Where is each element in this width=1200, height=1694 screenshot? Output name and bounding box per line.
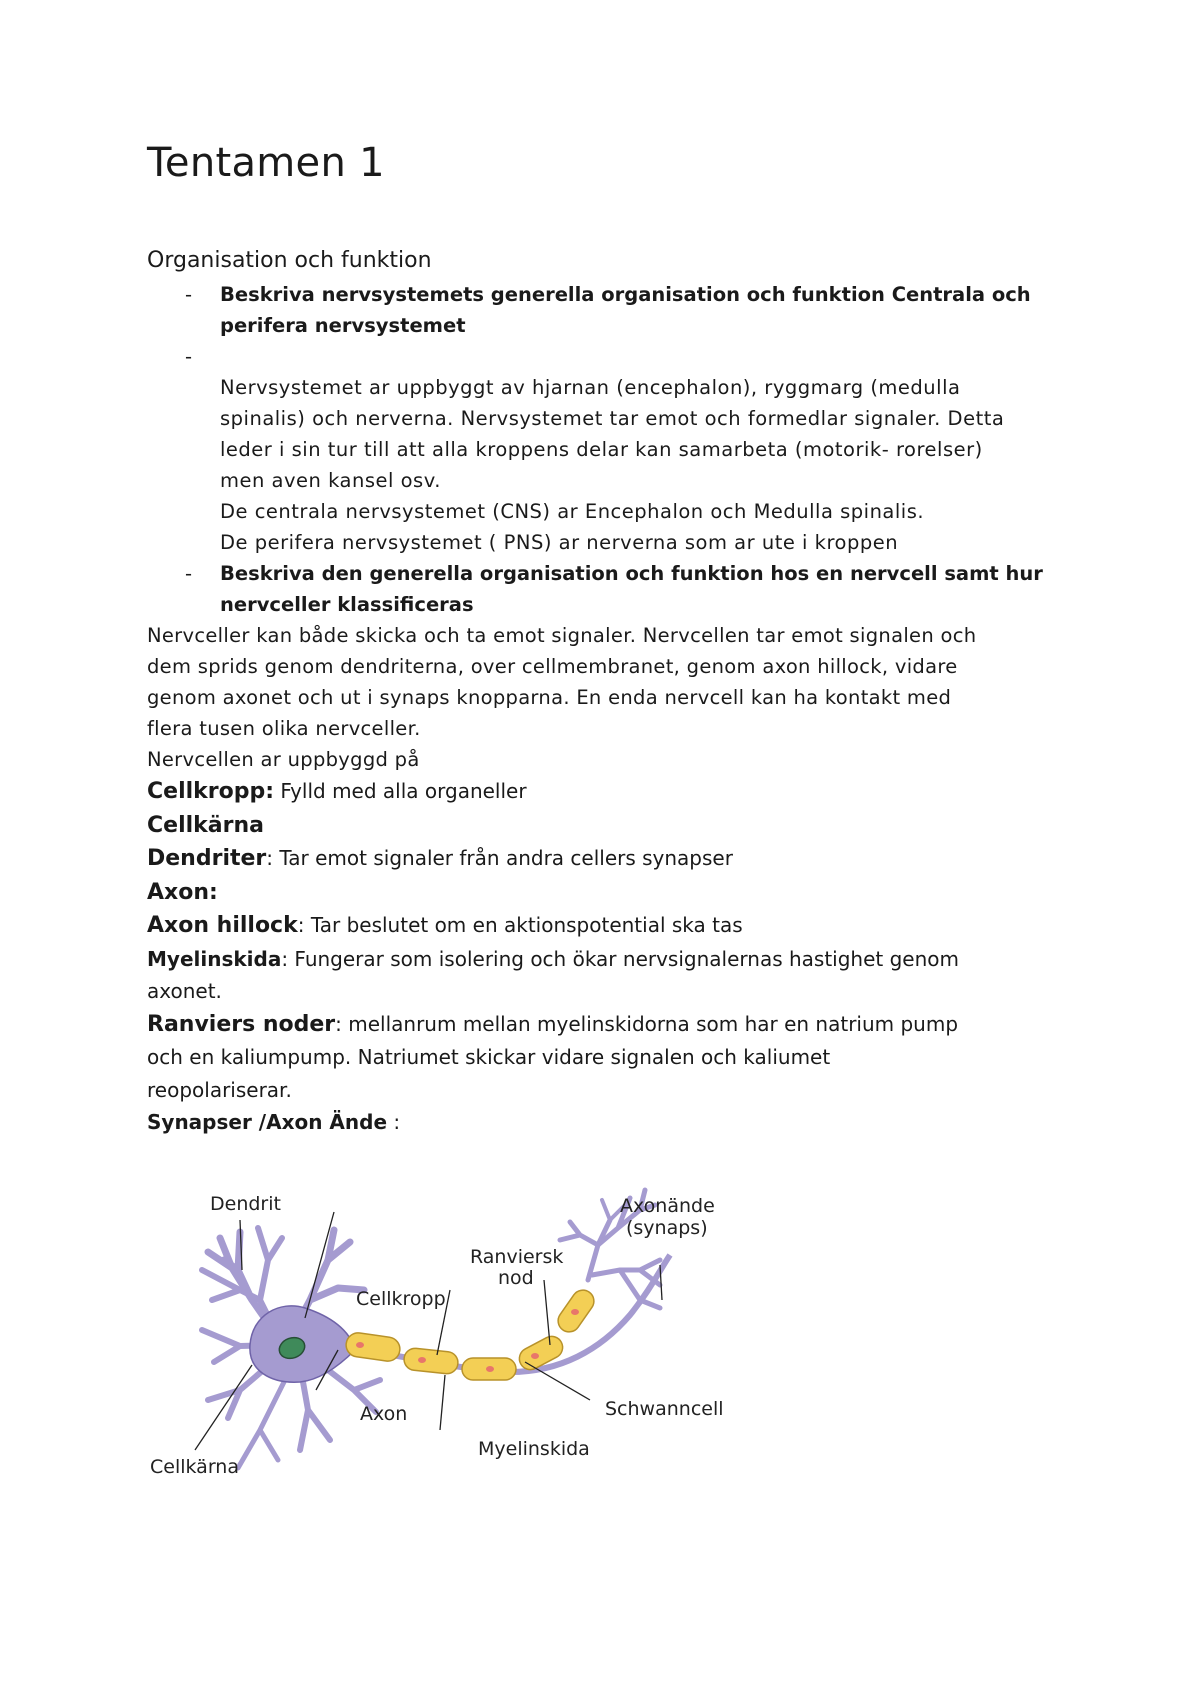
paragraph-line: Nervcellen ar uppbyggd på	[147, 748, 420, 771]
bullet-line: Beskriva nervsystemets generella organisation och funktion Centrala och	[220, 283, 1031, 306]
paragraph-line: Nervceller kan både skicka och ta emot signaler. Nervcellen tar emot signalen och	[147, 624, 977, 647]
label-ranviersk: Ranviersk	[470, 1246, 564, 1268]
bullet-line: nervceller klassificeras	[220, 593, 474, 616]
label-synaps: (synaps)	[626, 1217, 708, 1239]
term-label: Dendriter	[147, 846, 267, 871]
label-axon: Axon	[360, 1403, 408, 1425]
paragraph-line: Nervsystemet ar uppbyggt av hjarnan (encephalon), ryggmarg (medulla	[220, 376, 961, 399]
paragraph-line: spinalis) och nerverna. Nervsystemet tar emot och formedlar signaler. Detta	[220, 407, 1005, 430]
term-axon	[147, 876, 1087, 910]
label-schwanncell: Schwanncell	[605, 1398, 724, 1420]
term-label: Ranviers noder	[147, 1011, 336, 1037]
bullet-nerve-cell-organisation	[147, 558, 1087, 620]
bullet-empty	[147, 341, 1087, 372]
bullet-nervous-system-organisation	[147, 279, 1087, 341]
term-description: : Fungerar som isolering och ökar nervsignalernas hastighet genom	[281, 946, 959, 971]
term-cellkropp	[147, 775, 1087, 809]
term-label: Cellkärna	[147, 812, 264, 838]
term-description: :	[387, 1110, 401, 1134]
nerve-cell-paragraph	[147, 620, 1087, 775]
label-cellkropp: Cellkropp	[356, 1288, 446, 1310]
term-label: Axon:	[147, 879, 218, 905]
label-axonande: Axonände	[620, 1195, 715, 1217]
term-description: : mellanrum mellan myelinskidorna som har en natrium pump	[335, 1011, 959, 1036]
term-dendriter	[147, 842, 1087, 876]
label-nod: nod	[498, 1267, 534, 1289]
paragraph-line: men aven kansel osv.	[220, 469, 441, 492]
bullet-line: Beskriva den generella organisation och funktion hos en nervcell samt hur	[220, 562, 1043, 585]
term-cellkarna	[147, 809, 1087, 843]
term-description-line: och en kaliumpump. Natriumet skickar vidare signalen och kaliumet	[147, 1045, 831, 1069]
term-description: : Tar beslutet om en aktionspotential ska tas	[297, 913, 743, 937]
paragraph-line: dem sprids genom dendriterna, over cellmembranet, genom axon hillock, vidare	[147, 655, 958, 678]
neuron-diagram	[140, 1150, 760, 1490]
bullet-dash: -	[185, 562, 193, 585]
label-dendrit: Dendrit	[210, 1193, 281, 1215]
bullet-line: perifera nervsystemet	[220, 314, 466, 337]
paragraph-line: De perifera nervsystemet ( PNS) ar nerverna som ar ute i kroppen	[220, 531, 899, 554]
paragraph-line: flera tusen olika nervceller.	[147, 717, 421, 740]
schwann-cell	[554, 1286, 598, 1336]
term-description: Fylld med alla organeller	[274, 779, 527, 803]
paragraph-line: genom axonet och ut i synaps knopparna. En enda nervcell kan ha kontakt med	[147, 686, 952, 709]
bullet-dash: -	[185, 283, 193, 306]
section-heading: Organisation och funktion	[147, 248, 432, 273]
label-cellkarna: Cellkärna	[150, 1456, 239, 1478]
term-label: Cellkropp:	[147, 779, 275, 804]
term-label: Synapser /Axon Ände	[147, 1110, 388, 1134]
term-myelinskida	[147, 943, 1087, 1008]
paragraph-line: leder i sin tur till att alla kroppens delar kan samarbeta (motorik- rorelser)	[220, 438, 983, 461]
term-axon-hillock	[147, 909, 1087, 943]
term-label: Axon hillock	[147, 913, 298, 938]
schwann-cell	[403, 1347, 459, 1375]
document-title: Tentamen 1	[147, 140, 385, 186]
schwann-cell	[345, 1331, 402, 1362]
schwann-cell	[462, 1358, 516, 1380]
document-page	[147, 140, 1087, 1139]
term-ranviers-noder	[147, 1008, 1087, 1107]
paragraph-line: De centrala nervsystemet (CNS) ar Encephalon och Medulla spinalis.	[220, 500, 925, 523]
term-synapser	[147, 1106, 1087, 1139]
term-description-line: axonet.	[147, 979, 222, 1003]
nervous-system-paragraph	[147, 372, 1087, 558]
term-label: Myelinskida	[147, 946, 282, 971]
label-myelinskida: Myelinskida	[478, 1438, 590, 1460]
term-description: : Tar emot signaler från andra cellers synapser	[266, 846, 733, 870]
term-description-line: reopolariserar.	[147, 1077, 292, 1102]
bullet-dash: -	[185, 345, 193, 368]
